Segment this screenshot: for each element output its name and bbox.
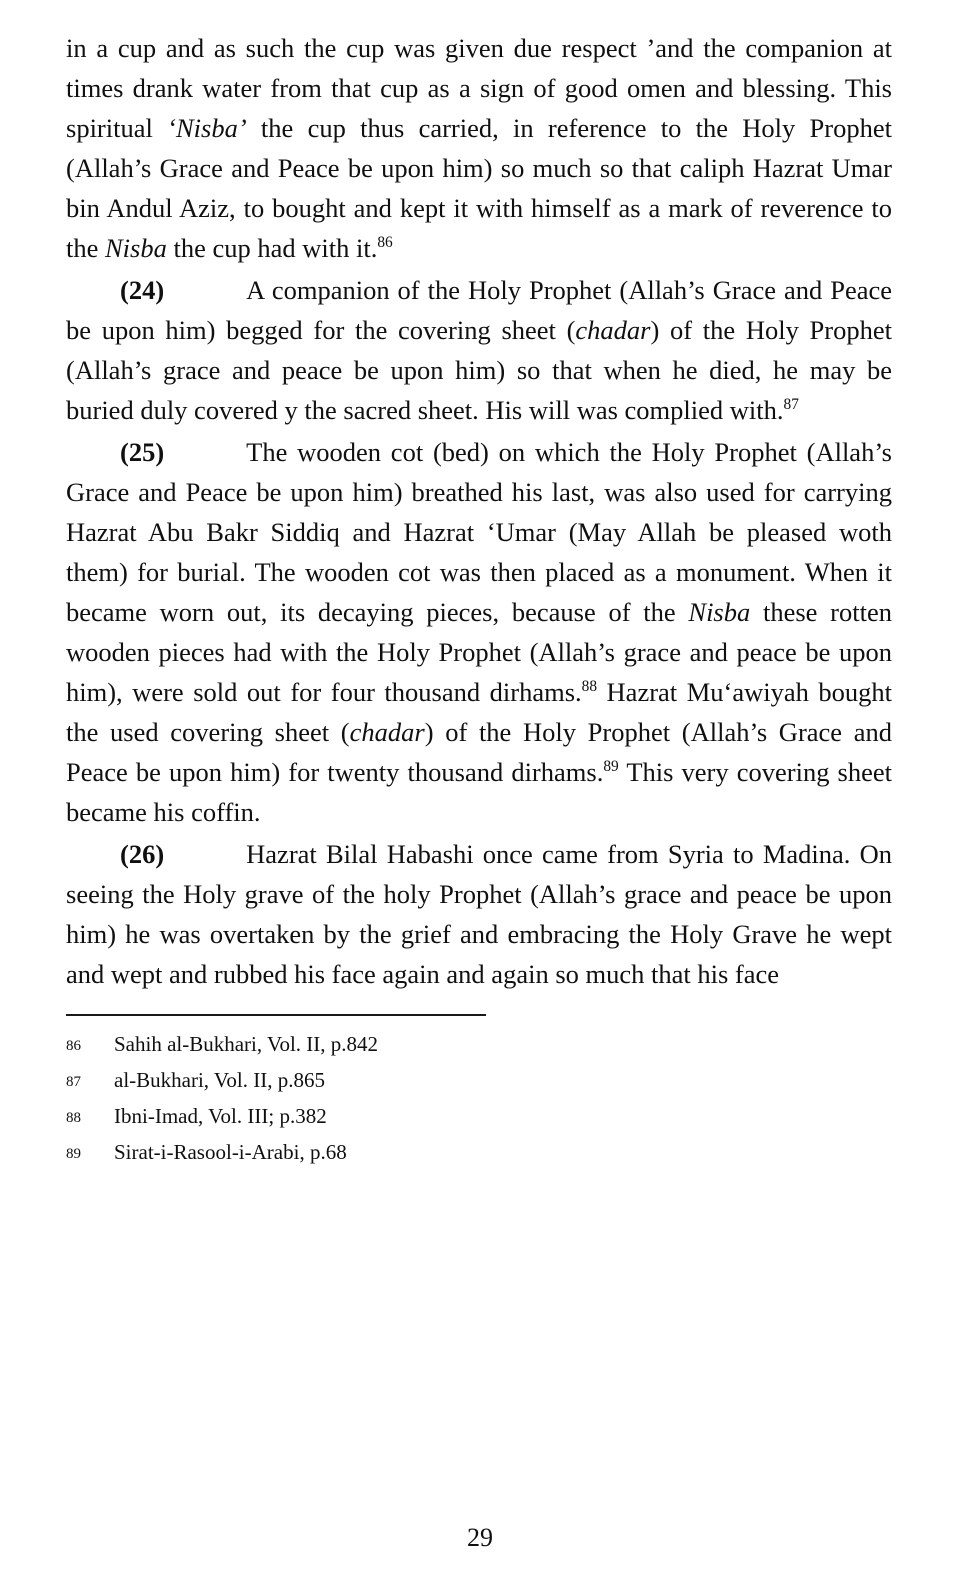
paragraph-number: (25)	[120, 437, 165, 467]
italic-term: Nisba	[688, 597, 751, 627]
italic-term: ‘Nisba’	[167, 113, 247, 143]
page-number: 29	[467, 1523, 493, 1552]
footnote-marker: 87	[66, 1074, 81, 1090]
footnote-text: Sahih al-Bukhari, Vol. II, p.842	[114, 1032, 379, 1056]
paragraph-24	[66, 270, 892, 430]
paragraph-text: The wooden cot (bed) on which the Holy Prophet (Allah’s Grace and Peace be upon him) breathed his last, was also used for carrying Hazrat Abu Bakr Siddiq and Hazrat ‘Umar (May Allah be pleased woth them) for burial. The wooden cot was then placed as a monument. When it became worn out, its decaying pieces, because of the Nisba these rotten wooden pieces had with the Holy Prophet (Allah’s grace and peace be upon him), were sold out for four thousand dirhams.$^{88}$ Hazrat Mu‘awiyah bought the used covering sheet (chadar) of the Holy Prophet (Allah’s Grace and Peace be upon him) for twenty thousand dirhams.$^{89}$ This very covering sheet became his coffin.	[66, 437, 893, 827]
footnote-item	[66, 1064, 892, 1098]
footnote-marker: 89	[66, 1146, 81, 1162]
italic-term: chadar	[575, 315, 651, 345]
footnote-reference: 88	[581, 678, 598, 696]
page-body	[66, 28, 892, 994]
paragraph-number: (24)	[120, 275, 165, 305]
italic-term: chadar	[349, 717, 425, 747]
footnote-item	[66, 1136, 892, 1170]
footnote-marker: 86	[66, 1038, 81, 1054]
paragraph-number: (26)	[120, 839, 165, 869]
footnote-reference: 87	[783, 396, 799, 414]
paragraph-25	[66, 432, 892, 832]
paragraph-continued	[66, 28, 892, 268]
footnote-text: Sirat-i-Rasool-i-Arabi, p.68	[114, 1140, 347, 1164]
footnote-text: al-Bukhari, Vol. II, p.865	[114, 1068, 325, 1092]
italic-term: Nisba	[105, 233, 167, 263]
footnote-item	[66, 1028, 892, 1062]
footnote-marker: 88	[66, 1110, 81, 1126]
paragraph-text: Hazrat Bilal Habashi once came from Syria to Madina. On seeing the Holy grave of the holy Prophet (Allah’s grace and peace be upon him) he was overtaken by the grief and embracing the Holy Grave he wept and wept and rubbed his face again and again so much that his face	[66, 839, 892, 989]
footnote-text: Ibni-Imad, Vol. III; p.382	[114, 1104, 327, 1128]
footnote-reference: 89	[603, 758, 619, 776]
paragraph-text: A companion of the Holy Prophet (Allah’s Grace and Peace be upon him) begged for the covering sheet (chadar) of the Holy Prophet (Allah’s grace and peace be upon him) so that when he died, he may be buried duly covered y the sacred sheet. His will was complied with.$^{87}$	[66, 275, 892, 425]
paragraph-text: in a cup and as such the cup was given due respect ʼand the companion at times drank water from that cup as a sign of good omen and blessing. This spiritual ‘Nisba’ the cup thus carried, in reference to the Holy Prophet (Allah’s Grace and Peace be upon him) so much so that caliph Hazrat Umar bin Andul Aziz, to bought and kept it with himself as a mark of reverence to the Nisba the cup had with it.$^{86}$	[66, 33, 892, 263]
footnote-reference: 86	[377, 234, 393, 252]
footnote-separator	[66, 1014, 486, 1016]
footnote-item	[66, 1100, 892, 1134]
paragraph-26	[66, 834, 892, 994]
footnote-list	[66, 1028, 892, 1170]
